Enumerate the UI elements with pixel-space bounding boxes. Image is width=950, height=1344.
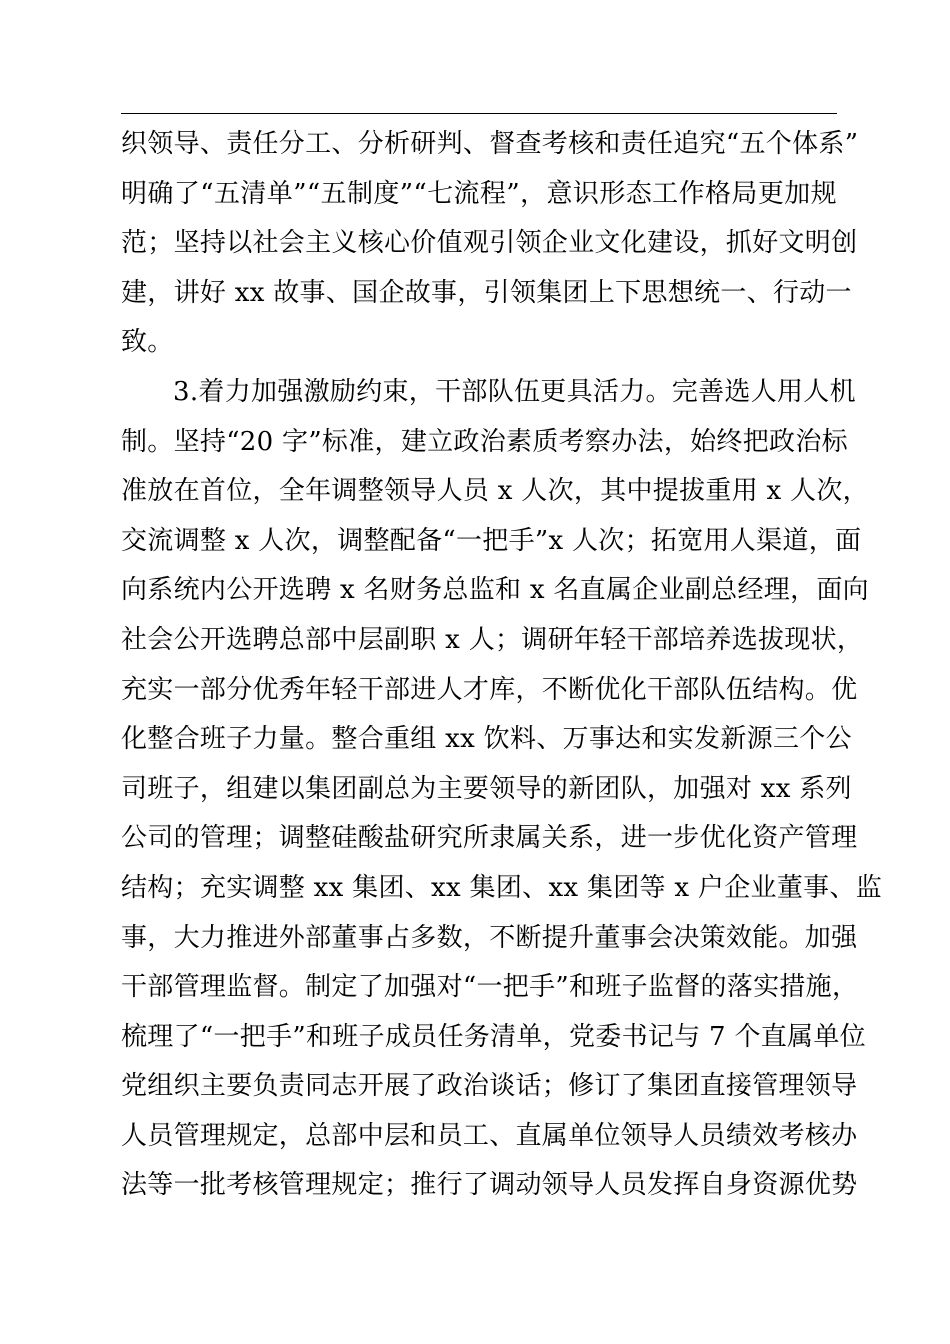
text-line: 明确了“五清单”“五制度”“七流程”，意识形态工作格局更加规 — [121, 178, 837, 209]
text-line: 化整合班子力量。整合重组 xx 饮料、万事达和实发新源三个公 — [121, 724, 852, 755]
text-line: 范；坚持以社会主义核心价值观引领企业文化建设，抓好文明创 — [121, 228, 858, 259]
text-line: 织领导、责任分工、分析研判、督查考核和责任追究“五个体系” — [121, 129, 859, 159]
text-line: 法等一批考核管理规定；推行了调动领导人员发挥自身资源优势 — [121, 1170, 858, 1201]
text-line: 向系统内公开选聘 x 名财务总监和 x 名直属企业副总经理，面向 — [121, 575, 869, 606]
text-line: 制。坚持“20 字”标准，建立政治素质考察办法，始终把政治标 — [121, 426, 848, 457]
text-line: 社会公开选聘总部中层副职 x 人；调研年轻干部培养选拔现状， — [121, 624, 864, 655]
text-line: 事，大力推进外部董事占多数，不断提升董事会决策效能。加强 — [121, 922, 858, 953]
body-text — [121, 120, 883, 1211]
text-line: 梳理了“一把手”和班子成员任务清单，党委书记与 7 个直属单位 — [121, 1021, 866, 1052]
text-line: 党组织主要负责同志开展了政治谈话；修订了集团直接管理领导 — [121, 1071, 858, 1102]
text-line: 人员管理规定，总部中层和员工、直属单位领导人员绩效考核办 — [121, 1120, 858, 1151]
text-line: 准放在首位，全年调整领导人员 x 人次，其中提拔重用 x 人次， — [121, 476, 869, 507]
section-heading-line: 3.着力加强激励约束，干部队伍更具活力。完善选人用人机 — [173, 376, 856, 407]
text-line: 交流调整 x 人次，调整配备“一把手”x 人次；拓宽用人渠道，面 — [121, 525, 862, 556]
text-line: 干部管理监督。制定了加强对“一把手”和班子监督的落实措施， — [121, 972, 859, 1003]
header-rule — [121, 113, 837, 114]
text-line: 司班子，组建以集团副总为主要领导的新团队，加强对 xx 系列 — [121, 773, 852, 804]
text-line: 结构；充实调整 xx 集团、xx 集团、xx 集团等 x 户企业董事、监 — [121, 872, 883, 903]
text-line: 建，讲好 xx 故事、国企故事，引领集团上下思想统一、行动一 — [121, 277, 852, 308]
text-line: 致。 — [121, 327, 174, 358]
text-line: 充实一部分优秀年轻干部进人才库，不断优化干部队伍结构。优 — [121, 674, 858, 705]
text-line: 公司的管理；调整硅酸盐研究所隶属关系，进一步优化资产管理 — [121, 823, 858, 854]
